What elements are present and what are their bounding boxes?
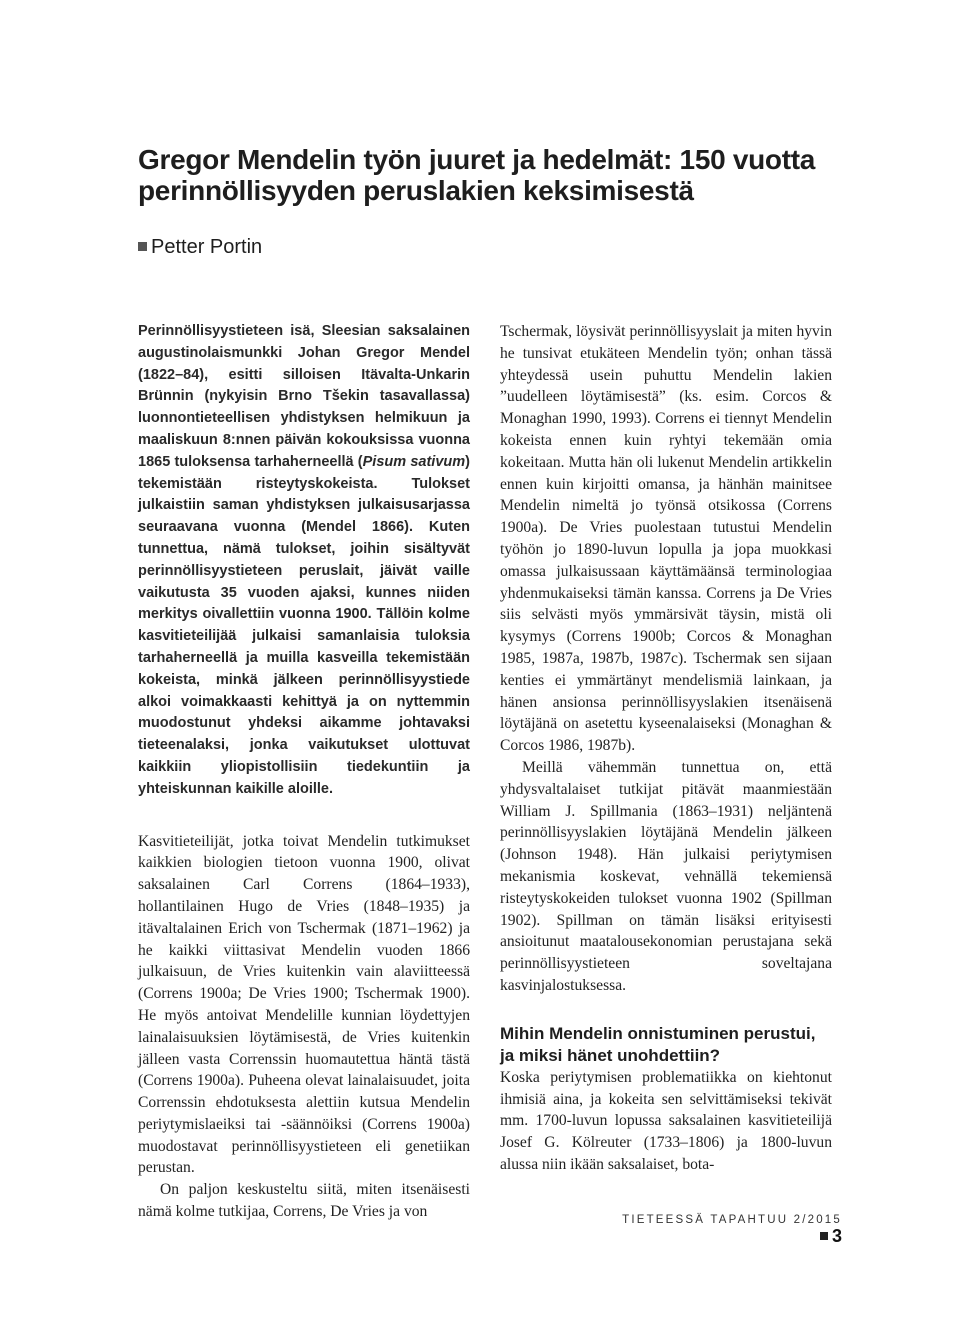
section-heading	[500, 1023, 832, 1067]
body-paragraph-3: Tschermak, löysivät perinnöllisyyslait ja miten hyvin he tunsivat etukäteen Mendelin työn; onhan tässä yhteydessä usein puhuttu Mendelin lakien ”uudelleen löytämisestä” (ks. esim. Corcos & Monaghan 1990, 1993). Correns ei tiennyt Mendelin kokeista ennen kuin ryhtyi tekemään omia kokeitaan. Mutta hän oli lukenut Mendelin artikkelin ennen kuin kirjoitti omansa, ja hänhän mainitsee Mendelin nimeltä jo työnsä otsikossa (Correns 1900a). De Vries puolestaan tutustui Mendelin työhön jo 1890-luvun lopulla ja jopa muokkasi omassa julkaisussaan käyttämäänsä terminologiaa yhdenmukaiseksi tämän kanssa. Correns ja De Vries siis selvästi myös ymmärsivät täysin, mistä oli kysymys (Correns 1900b; Corcos & Monaghan 1985, 1987a, 1987b, 1987c). Tschermak sen sijaan kenties ei ymmärtänyt mendelismiä lainkaan, ja hänen ansionsa perinnöllisyyslakien itsenäisenä löytäjänä on asetettu kyseenalaiseksi (Monaghan & Corcos 1986, 1987b).	[500, 323, 832, 755]
title-line-1: Gregor Mendelin työn juuret ja hedelmät: 150 vuotta	[138, 144, 816, 175]
abstract-part-1: Perinnöllisyystieteen isä, Sleesian saksalainen augustinolaismunkki Johan Gregor Mendel (1822–84), esitti silloisen Itävalta-Unkarin Brünnin (nykyisin Brno Tšekin tasavallassa) luonnontieteellisen yhdistyksen helmikuun ja maaliskuun 8:nnen päivän kokouksissa vuonna 1865 tuloksensa tarhaherneellä (	[138, 323, 470, 470]
page-number: 3	[831, 1226, 842, 1246]
square-bullet-icon	[820, 1232, 828, 1240]
abstract-part-2: ) tekemistään risteytyskokeista. Tulokset julkaistiin saman yhdistyksen julkaisusarjassa seuraavana vuonna (Mendel 1866). Kuten tunnettua, nämä tulokset, joihin sisältyvät perinnöllisyystieteen peruslait, jäivät vaille vaikutusta 35 vuoden ajaksi, kunnes niiden merkitys oivallettiin vuonna 1900. Tällöin kolme kasvitieteilijää julkaisi samanlaisia tuloksia tarhaherneellä ja muilla kasveilla tekemistään kokeista, minkä jälkeen perinnöllisyystiede alkoi voimakkaasti kehittyä ja on nyttemmin muodostunut yhdeksi aikamme johtavaksi tieteenalaksi, jonka vaikutukset ulottuvat kaikkiin yliopistollisiin tiedekuntiin ja yhteiskunnan kaikille aloille.	[138, 453, 470, 797]
left-column	[138, 321, 470, 1223]
article-title	[138, 144, 858, 206]
author-line	[138, 234, 262, 260]
right-column	[500, 321, 832, 1176]
body-paragraph-2: On paljon keskusteltu siitä, miten itsenäisesti nämä kolme tutkijaa, Correns, De Vries ja von	[138, 1181, 470, 1221]
abstract	[138, 321, 470, 801]
title-line-2: perinnöllisyyden peruslakien keksimisestä	[138, 175, 694, 206]
section-paragraph: Koska periytymisen problematiikka on kiehtonut ihmisiä aina, ja kokeita sen selvittämiseksi tekivät mm. 1700-luvun lopussa saksalainen kasvitieteilijä Josef G. Kölreuter (1733–1806) ja 1800-luvun alussa niin ikään saksalaiset, bota-	[500, 1068, 832, 1173]
page-footer	[622, 1214, 842, 1247]
body-paragraph-1: Kasvitieteilijät, jotka toivat Mendelin tutkimukset kaikkien biologien tietoon vuonna 1900, olivat saksalainen Carl Correns (1864–1933), hollantilainen Hugo de Vries (1848–1935) ja itävaltalainen Erich von Tschermak (1871–1962) ja he kaikki viittasivat Mendelin vuoden 1866 julkaisuun, de Vries kuitenkin vain alaviitteessä (Correns 1900a; De Vries 1900; Tschermak 1900). He myös antoivat Mendelille kunnian löydettyjen lainalaisuuksien löytämisestä, de Vries kuitenkin jälleen vasta Correnssin huomautettua häntä tästä (Correns 1900a). Puheena olevat lainalaisuudet, joita Correnssin ehdotuksesta alettiin kutsua Mendelin periytymislaeiksi tai -säännöiksi (Correns 1900a) muodostavat perinnöllisyystieteen eli genetiikan perustan.	[138, 832, 470, 1177]
author-name: Petter Portin	[151, 236, 263, 258]
body-paragraph-4: Meillä vähemmän tunnettua on, että yhdysvaltalaiset tutkijat pitävät maanmiestään William J. Spillmania (1863–1931) neljäntenä perinnöllisyyslakien löytäjänä Mendelin jälkeen (Johnson 1948). Hän julkaisi periytymisen mekanismia koskevat, vehnällä tekemiensä risteytyskokeiden tulokset vuonna 1902 (Spillman 1902). Spillman on tämän lisäksi erityisesti ansioitunut maatalousekonomian perustajana sekä perinnöllisyystieteen soveltajana kasvinjalostuksessa.	[500, 758, 832, 994]
section-heading-line-1: Mihin Mendelin onnistuminen perustui,	[500, 1023, 816, 1043]
square-bullet-icon	[138, 242, 147, 251]
journal-name: TIETEESSÄ TAPAHTUU 2/2015	[622, 1214, 842, 1226]
section-heading-line-2: ja miksi hänet unohdettiin?	[500, 1045, 721, 1065]
species-name: Pisum sativum	[362, 453, 466, 470]
